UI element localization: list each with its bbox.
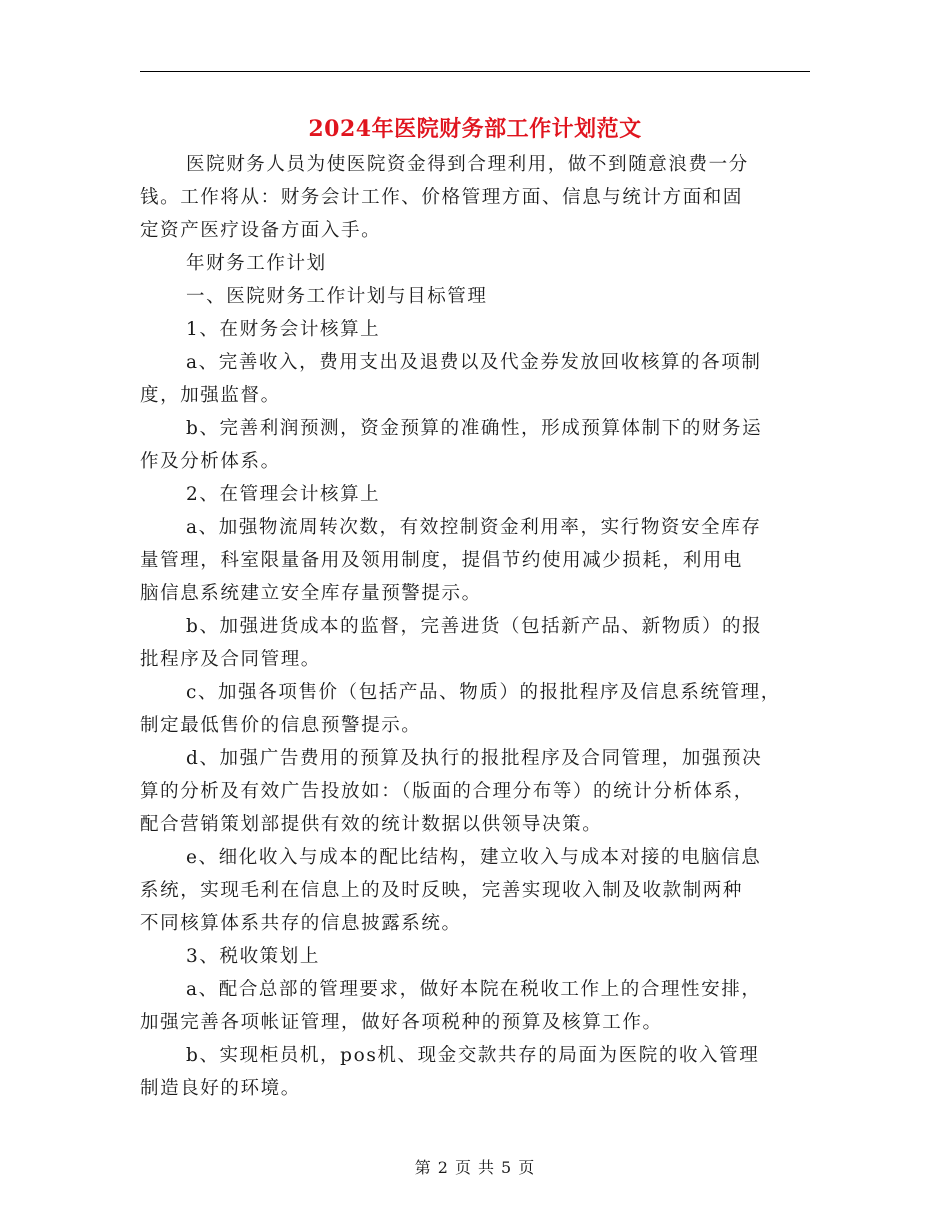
text-line: 不同核算体系共存的信息披露系统。 xyxy=(140,913,462,934)
text-line: b、实现柜员机，pos机、现金交款共存的局面为医院的收入管理 xyxy=(186,1045,760,1066)
text-line: 医院财务人员为使医院资金得到合理利用，做不到随意浪费一分 xyxy=(186,154,749,175)
text-line: 制造良好的环境。 xyxy=(140,1078,301,1099)
footer-page-word: 页 xyxy=(454,1158,472,1177)
paragraph-item-2b xyxy=(140,610,812,676)
paragraph-item-1a xyxy=(140,346,812,412)
text-line: c、加强各项售价（包括产品、物质）的报批程序及信息系统管理， xyxy=(186,682,781,703)
text-line: a、加强物流周转次数，有效控制资金利用率，实行物资安全库存 xyxy=(186,517,762,538)
document-title: 2024年医院财务部工作计划范文 xyxy=(308,116,642,142)
subsection-heading-3 xyxy=(140,940,812,973)
text-line: d、加强广告费用的预算及执行的报批程序及合同管理，加强预决 xyxy=(186,748,763,769)
current-page-number: 2 xyxy=(437,1158,449,1177)
text-line: b、完善利润预测，资金预算的准确性，形成预算体制下的财务运 xyxy=(186,418,763,439)
text-line: 配合营销策划部提供有效的统计数据以供领导决策。 xyxy=(140,814,603,835)
paragraph-plan-heading xyxy=(140,247,812,280)
text-line: 算的分析及有效广告投放如：（版面的合理分布等）的统计分析体系， xyxy=(140,781,754,802)
text-line: 批程序及合同管理。 xyxy=(140,649,321,670)
paragraph-item-1b xyxy=(140,412,812,478)
paragraph-item-3b xyxy=(140,1039,812,1105)
footer-suffix: 页 xyxy=(518,1158,536,1177)
paragraph-item-3a xyxy=(140,973,812,1039)
paragraph-item-2e xyxy=(140,841,812,940)
text-line: 一、医院财务工作计划与目标管理 xyxy=(186,286,488,307)
text-line: a、配合总部的管理要求，做好本院在税收工作上的合理性安排， xyxy=(186,979,762,1000)
text-line: 年财务工作计划 xyxy=(186,253,327,274)
footer-total-prefix: 共 xyxy=(478,1158,496,1177)
section-heading-1 xyxy=(140,280,812,313)
paragraph-item-2d xyxy=(140,742,812,841)
text-line: 脑信息系统建立安全库存量预警提示。 xyxy=(140,583,482,604)
text-line: 量管理，科室限量备用及领用制度，提倡节约使用减少损耗，利用电 xyxy=(140,550,744,571)
subsection-heading-1 xyxy=(140,313,812,346)
subsection-heading-2 xyxy=(140,478,812,511)
text-line: 系统，实现毛利在信息上的及时反映，完善实现收入制及收款制两种 xyxy=(140,880,744,901)
document-body xyxy=(140,148,812,1105)
text-line: 1、在财务会计核算上 xyxy=(186,319,381,340)
text-line: 度，加强监督。 xyxy=(140,385,281,406)
text-line: b、加强进货成本的监督，完善进货（包括新产品、新物质）的报 xyxy=(186,616,763,637)
page-footer xyxy=(0,1155,950,1178)
text-line: a、完善收入，费用支出及退费以及代金券发放回收核算的各项制 xyxy=(186,352,762,373)
text-line: e、细化收入与成本的配比结构，建立收入与成本对接的电脑信息 xyxy=(186,847,762,868)
paragraph-item-2a xyxy=(140,511,812,610)
paragraph-item-2c xyxy=(140,676,812,742)
total-pages-number: 5 xyxy=(501,1158,513,1177)
paragraph-intro xyxy=(140,148,812,247)
text-line: 钱。工作将从：财务会计工作、价格管理方面、信息与统计方面和固 xyxy=(140,187,744,208)
text-line: 加强完善各项帐证管理，做好各项税种的预算及核算工作。 xyxy=(140,1012,663,1033)
text-line: 定资产医疗设备方面入手。 xyxy=(140,220,382,241)
text-line: 2、在管理会计核算上 xyxy=(186,484,381,505)
text-line: 3、税收策划上 xyxy=(186,946,320,967)
header-rule xyxy=(140,71,810,72)
footer-prefix: 第 xyxy=(414,1158,432,1177)
text-line: 作及分析体系。 xyxy=(140,451,281,472)
text-line: 制定最低售价的信息预警提示。 xyxy=(140,715,422,736)
